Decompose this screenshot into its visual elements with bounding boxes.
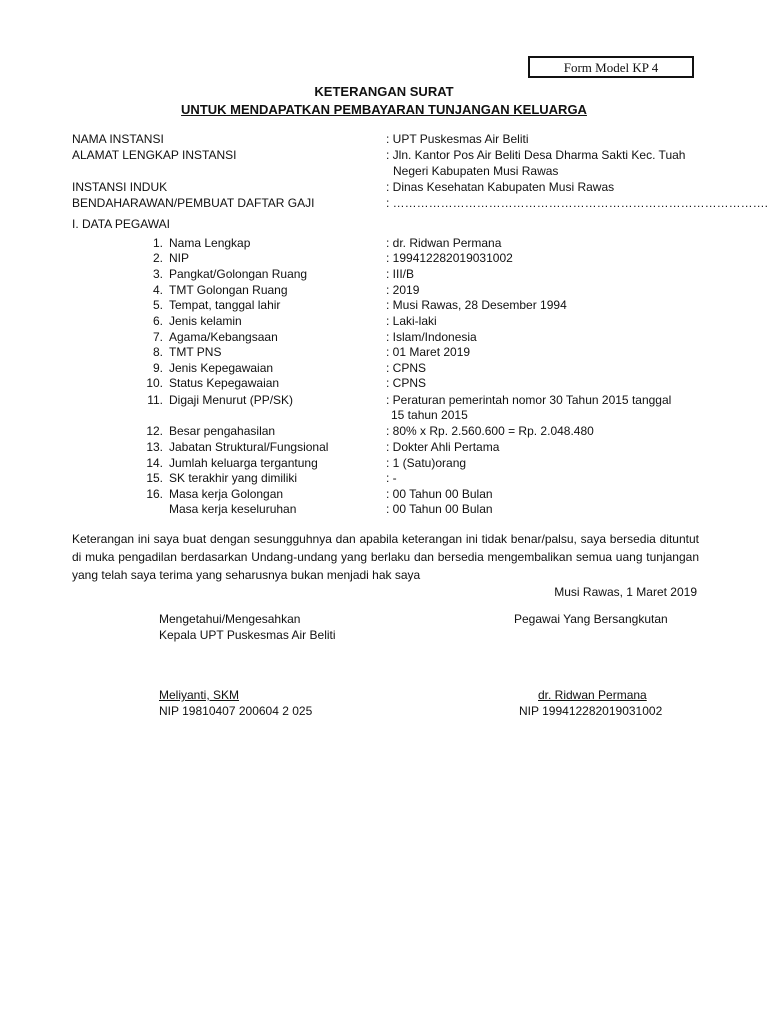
item-value: : Laki-laki [386,314,437,328]
item-label: TMT PNS [169,345,222,359]
item-number: 14. [146,456,163,470]
item-number: 8. [152,345,163,359]
right-signature-title: Pegawai Yang Bersangkutan [514,612,668,626]
item-number: 1. [152,236,163,250]
statement-paragraph: Keterangan ini saya buat dengan sesungguhnya dan apabila keterangan ini tidak benar/palsu, saya bersedia dituntut di muka pengadilan berdasarkan Undang-undang yang berlaku dan bersedia mengembalikan semua uang tunjangan yang telah saya terima yang seharusnya bukan menjadi hak saya [72,532,699,582]
right-signatory-nip: NIP 199412282019031002 [519,704,663,718]
item-label: Status Kepegawaian [169,376,280,390]
item-label: Digaji Menurut (PP/SK) [169,393,294,407]
item-label: Nama Lengkap [169,236,251,250]
item-value: : CPNS [386,376,427,390]
item-value: : 01 Maret 2019 [386,345,471,359]
item-number: 3. [152,267,163,281]
right-signatory-name: dr. Ridwan Permana [538,688,647,702]
item-value: : 1 (Satu)orang [386,456,467,470]
item-label: Jumlah keluarga tergantung [169,456,318,470]
label-alamat-instansi: ALAMAT LENGKAP INSTANSI [72,148,237,162]
item-value: : - [386,471,397,485]
item-number: 9. [152,361,163,375]
item-number: 5. [152,298,163,312]
item-value: : Dokter Ahli Pertama [386,440,500,454]
form-model-box: Form Model KP 4 [528,56,694,78]
left-signature-title: Mengetahui/Mengesahkan [159,612,301,626]
item-label: Pangkat/Golongan Ruang [169,267,308,281]
item-number: 6. [152,314,163,328]
item-value: : Islam/Indonesia [386,330,477,344]
value-alamat-instansi-cont: Negeri Kabupaten Musi Rawas [393,164,559,178]
value-alamat-instansi: : Jln. Kantor Pos Air Beliti Desa Dharma Sakti Kec. Tuah [386,148,686,162]
item-label: TMT Golongan Ruang [169,283,288,297]
label-instansi-induk: INSTANSI INDUK [72,180,168,194]
item-label: SK terakhir yang dimiliki [169,471,298,485]
value-instansi-induk: : Dinas Kesehatan Kabupaten Musi Rawas [386,180,615,194]
item-label: Masa kerja Golongan [169,487,284,501]
item-number: 12. [146,424,163,438]
item-value: : CPNS [386,361,427,375]
item-label: NIP [169,251,190,265]
item-value: : Peraturan pemerintah nomor 30 Tahun 2015 tanggal [386,393,672,407]
doc-title-line2: UNTUK MENDAPATKAN PEMBAYARAN TUNJANGAN KELUARGA [181,102,587,117]
item-number: 7. [152,330,163,344]
item-number: 10. [146,376,163,390]
item-label: Masa kerja keseluruhan [169,502,297,516]
value-bendaharawan: : …………………………………………………………………………………. [386,196,768,210]
item-label: Tempat, tanggal lahir [169,298,281,312]
item-value: : 199412282019031002 [386,251,513,265]
item-number: 4. [152,283,163,297]
item-label: Besar pengahasilan [169,424,276,438]
place-date: Musi Rawas, 1 Maret 2019 [554,585,697,599]
item-value: : III/B [386,267,415,281]
item-value: : Musi Rawas, 28 Desember 1994 [386,298,567,312]
left-signatory-nip: NIP 19810407 200604 2 025 [159,704,313,718]
item-number: 16. [146,487,163,501]
item-value: : dr. Ridwan Permana [386,236,502,250]
item-value: : 80% x Rp. 2.560.600 = Rp. 2.048.480 [386,424,594,438]
item-label: Jenis kelamin [169,314,242,328]
item-label: Jabatan Struktural/Fungsional [169,440,329,454]
value-nama-instansi: : UPT Puskesmas Air Beliti [386,132,529,146]
doc-title-line1: KETERANGAN SURAT [314,84,454,99]
item-value-cont: 15 tahun 2015 [391,408,468,422]
label-bendaharawan: BENDAHARAWAN/PEMBUAT DAFTAR GAJI [72,196,315,210]
item-value: : 00 Tahun 00 Bulan [386,487,493,501]
label-nama-instansi: NAMA INSTANSI [72,132,164,146]
item-label: Jenis Kepegawaian [169,361,274,375]
item-number: 11. [147,393,163,407]
left-signature-position: Kepala UPT Puskesmas Air Beliti [159,628,336,642]
section-heading-data-pegawai: I. DATA PEGAWAI [72,217,171,231]
item-number: 15. [146,471,163,485]
item-label: Agama/Kebangsaan [169,330,278,344]
item-value: : 00 Tahun 00 Bulan [386,502,493,516]
item-number: 13. [146,440,163,454]
item-number: 2. [152,251,163,265]
left-signatory-name: Meliyanti, SKM [159,688,240,702]
item-value: : 2019 [386,283,420,297]
